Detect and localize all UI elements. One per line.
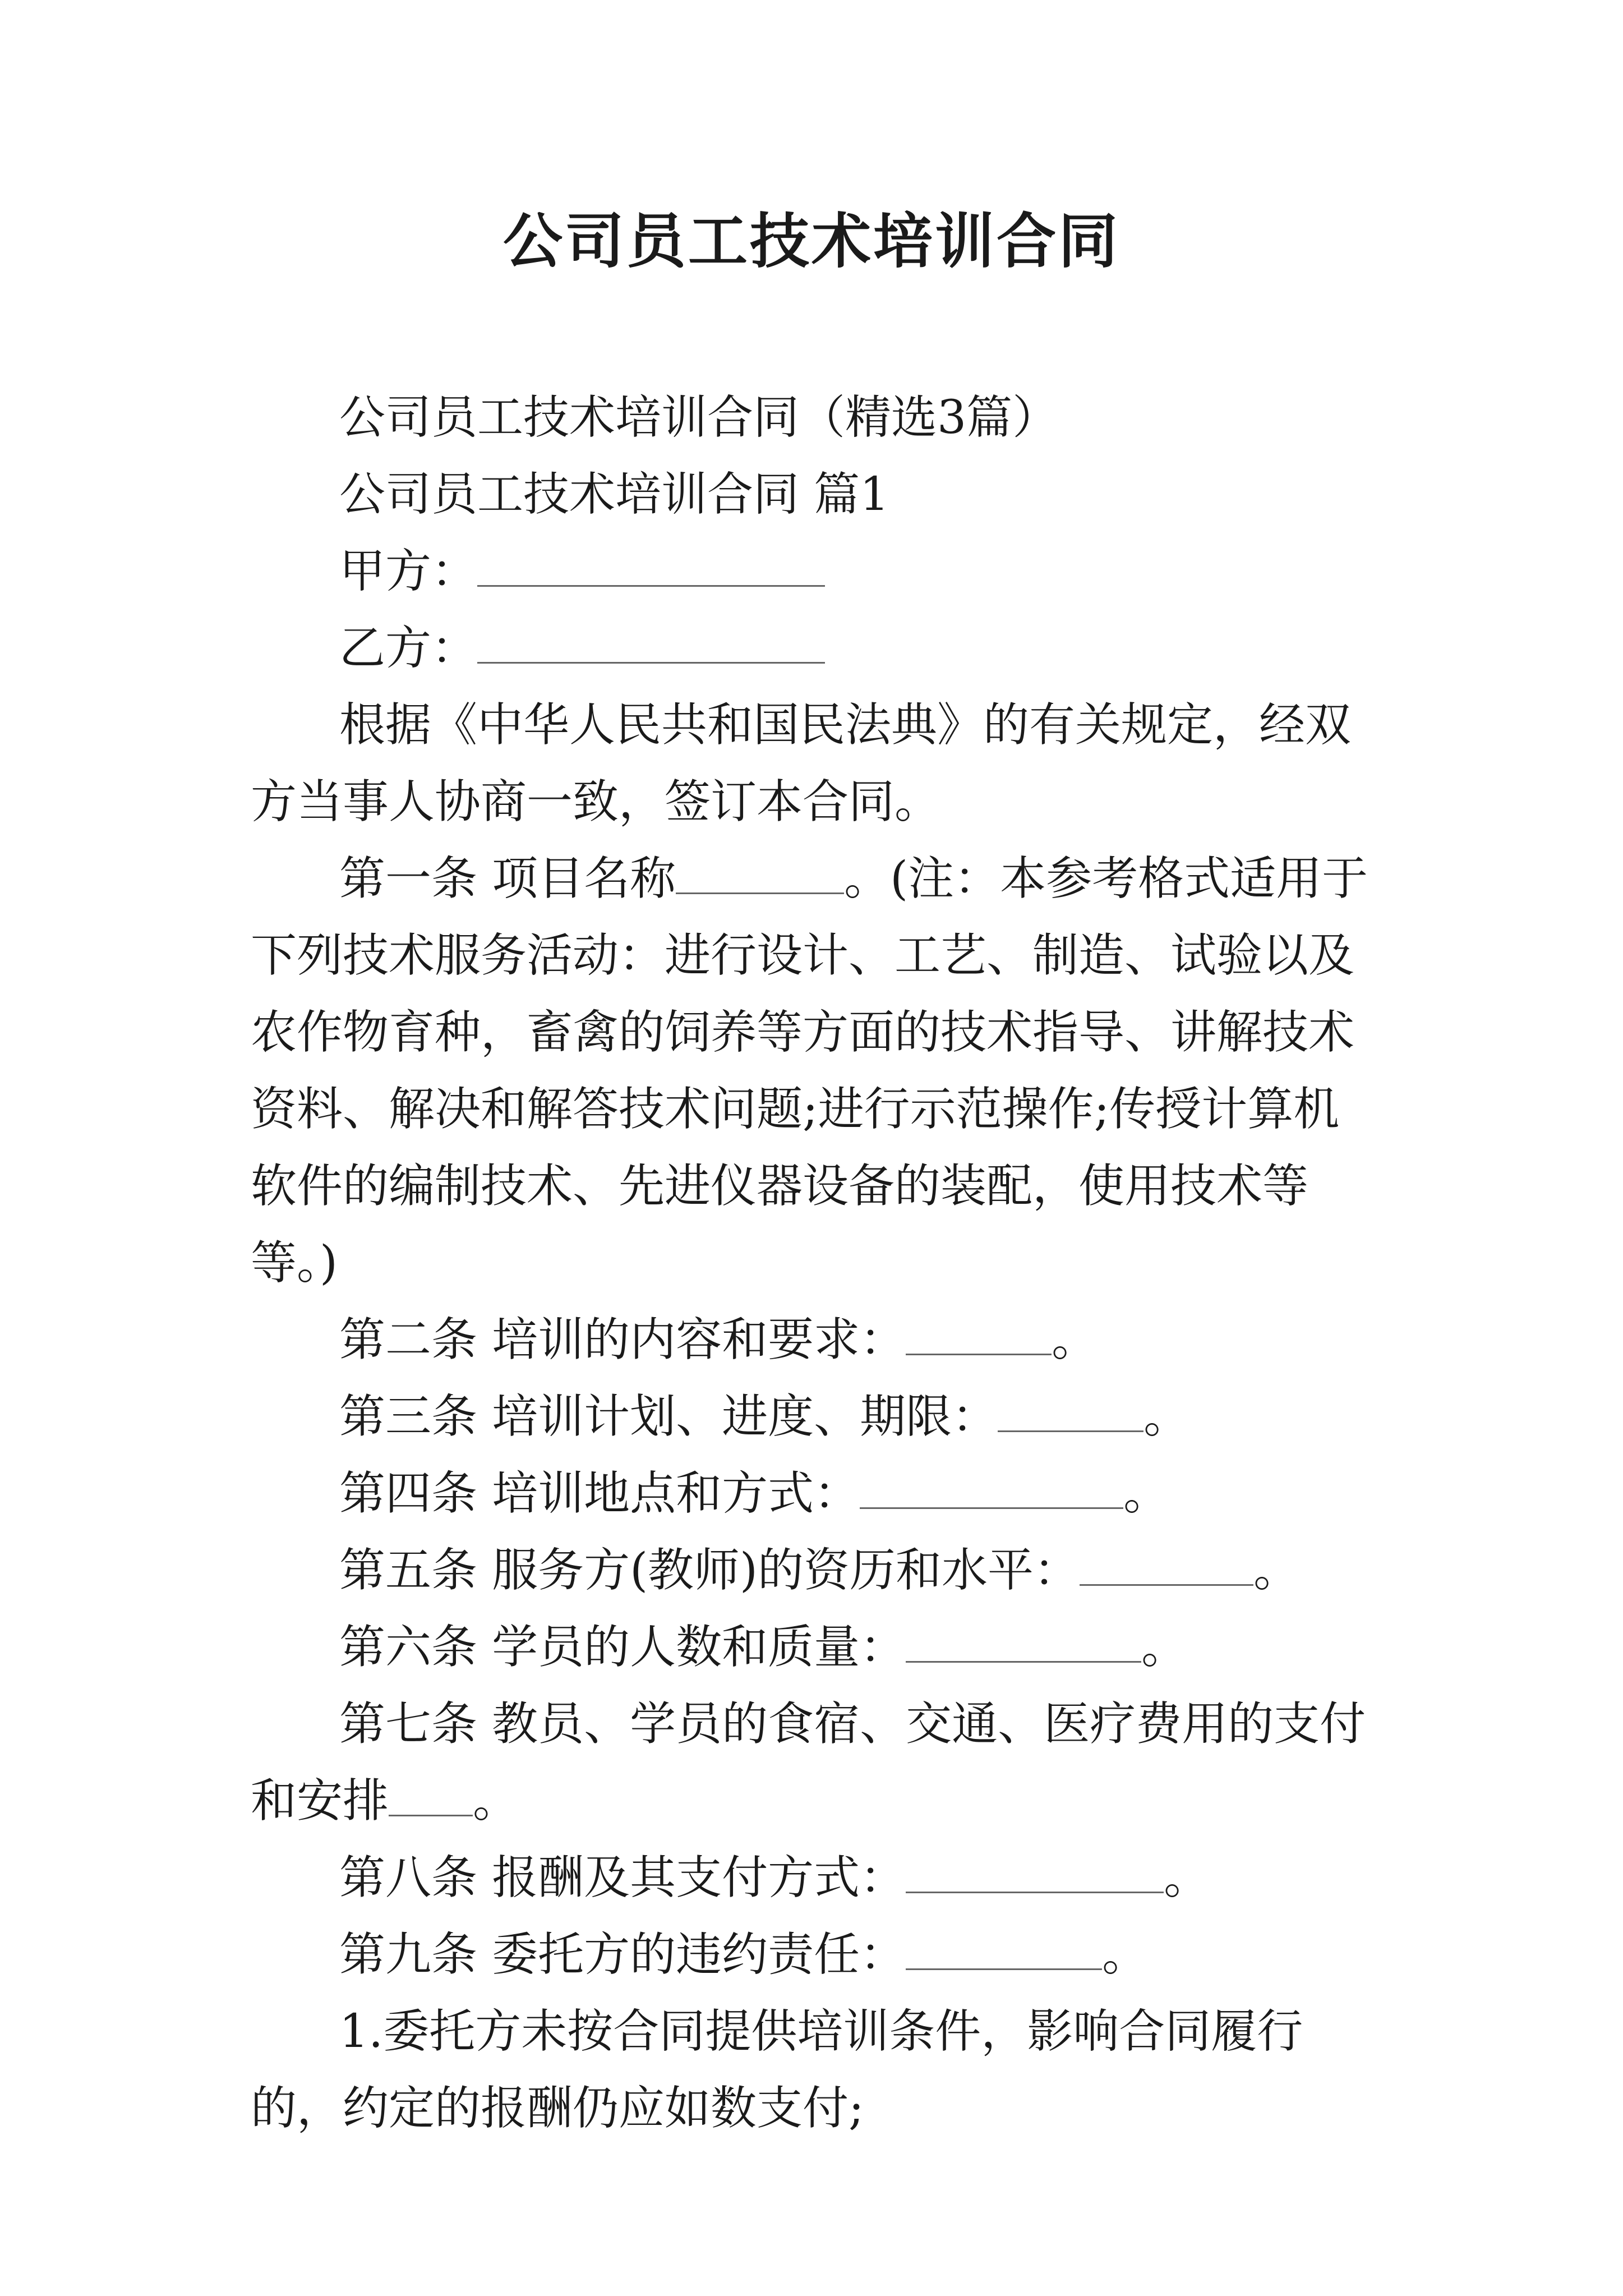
article-3 xyxy=(251,1378,1378,1455)
article-1-blank xyxy=(676,849,844,894)
article-7-period: 。 xyxy=(473,1774,519,1828)
article-7-blank xyxy=(389,1771,473,1816)
party-a-blank xyxy=(477,541,825,587)
article-7-text: 第七条 教员、学员的食宿、交通、医疗费用的支付和安排 xyxy=(251,1697,1366,1828)
section-heading: 公司员工技术培训合同 篇1 xyxy=(339,468,889,521)
article-8-blank xyxy=(906,1848,1164,1893)
party-b-line xyxy=(251,610,1378,687)
article-1-note: 。(注：本参考格式适用于下列技术服务活动：进行设计、工艺、制造、试验以及农作物育种，畜禽的饲养等方面的技术指导、讲解技术资料、解决和解答技术问题;进行示范操作;传授计算机软件的编制技术、先进仪器设备的装配，使用技术等等。) xyxy=(251,852,1368,1290)
article-6-period: 。 xyxy=(1141,1621,1188,1674)
party-a-line xyxy=(251,533,1378,610)
document-title: 公司员工技术培训合同 xyxy=(503,206,1120,276)
article-5-text: 第五条 服务方(教师)的资历和水平： xyxy=(339,1544,1080,1597)
article-1 xyxy=(251,840,1378,1301)
article-2 xyxy=(251,1301,1378,1378)
article-4-text: 第四条 培训地点和方式： xyxy=(339,1467,860,1520)
article-3-blank xyxy=(998,1387,1144,1432)
article-1-text: 第一条 项目名称 xyxy=(339,852,676,905)
article-5-blank xyxy=(1080,1540,1253,1586)
article-6 xyxy=(251,1609,1378,1686)
article-9 xyxy=(251,1916,1378,1993)
article-3-period: 。 xyxy=(1144,1390,1190,1443)
article-9-blank xyxy=(906,1925,1102,1970)
article-2-period: 。 xyxy=(1052,1313,1098,1366)
article-8-text: 第八条 报酬及其支付方式： xyxy=(339,1851,906,1904)
article-4 xyxy=(251,1455,1378,1532)
party-b-label: 乙方： xyxy=(339,622,478,675)
party-b-blank xyxy=(477,618,825,664)
subtitle-line: 公司员工技术培训合同（精选3篇） xyxy=(339,391,1059,444)
article-7 xyxy=(251,1686,1378,1839)
article-3-text: 第三条 培训计划、进度、期限： xyxy=(339,1390,998,1443)
article-8-period: 。 xyxy=(1164,1851,1210,1904)
clause-1: 1.委托方未按合同提供培训条件，影响合同履行的，约定的报酬仍应如数支付; xyxy=(251,2005,1303,2135)
document-body xyxy=(251,379,1378,2147)
article-4-period: 。 xyxy=(1123,1467,1170,1520)
article-4-blank xyxy=(860,1464,1123,1509)
article-8 xyxy=(251,1839,1378,1916)
article-6-blank xyxy=(906,1617,1141,1663)
article-6-text: 第六条 学员的人数和质量： xyxy=(339,1621,906,1674)
article-5 xyxy=(251,1532,1378,1609)
article-9-period: 。 xyxy=(1102,1928,1149,1981)
article-2-text: 第二条 培训的内容和要求： xyxy=(339,1313,906,1366)
intro-paragraph: 根据《中华人民共和国民法典》的有关规定，经双方当事人协商一致，签订本合同。 xyxy=(251,698,1352,829)
article-5-period: 。 xyxy=(1253,1544,1300,1597)
article-2-blank xyxy=(906,1310,1052,1355)
party-a-label: 甲方： xyxy=(339,545,478,598)
article-9-text: 第九条 委托方的违约责任： xyxy=(339,1928,906,1981)
